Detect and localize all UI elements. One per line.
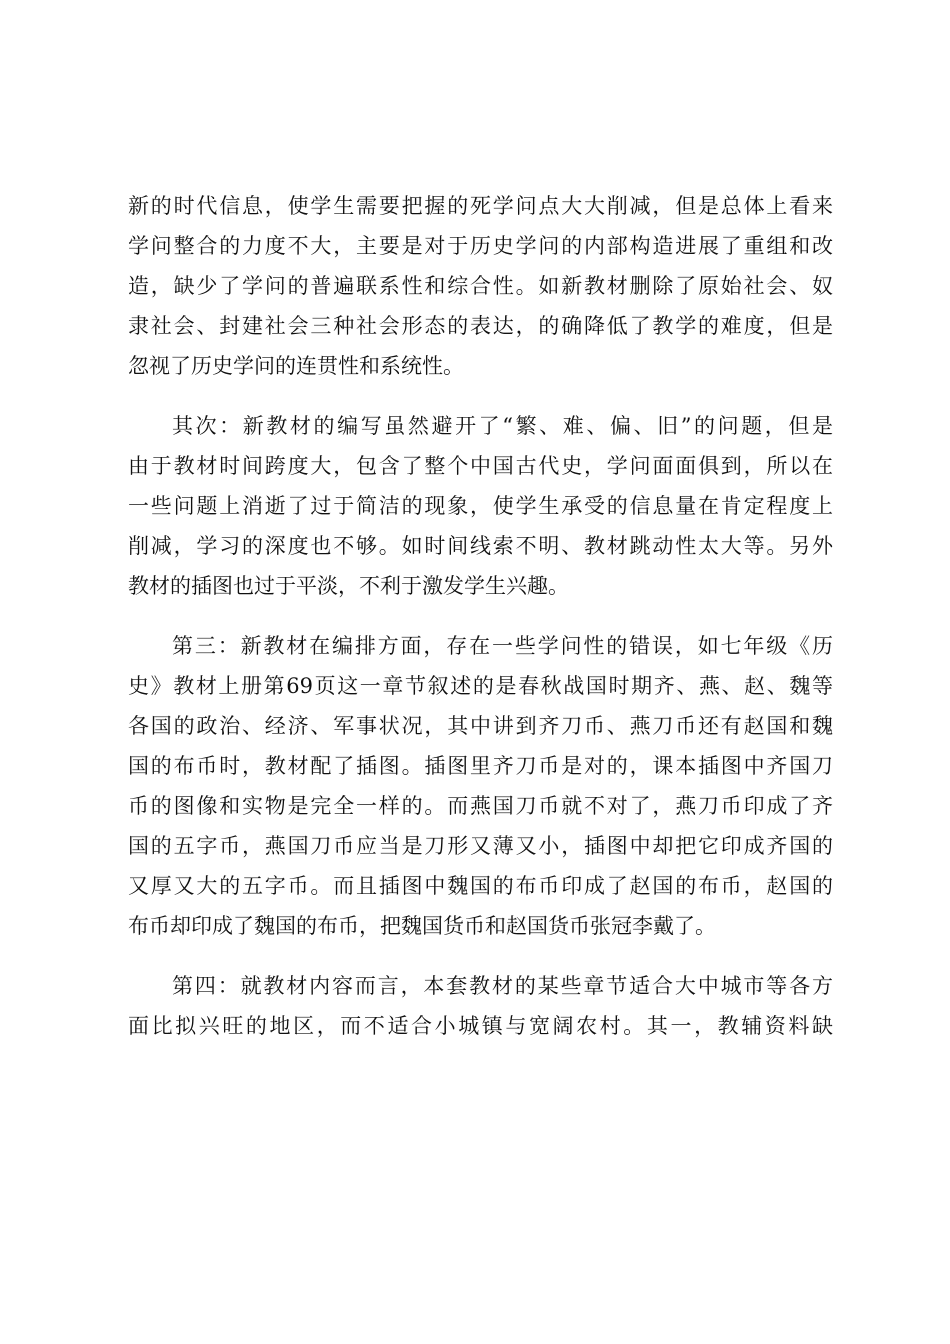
paragraph-4 (128, 966, 833, 1046)
body-text (128, 186, 833, 1066)
text-line: 其次：新教材的编写虽然避开了“繁、难、偏、旧”的问题，但是 (172, 414, 833, 438)
text-line: 又厚又大的五字币。而且插图中魏国的布币印成了赵国的布币，赵国的 (128, 874, 833, 898)
text-line: 隶社会、封建社会三种社会形态的表达，的确降低了教学的难度，但是 (128, 314, 833, 338)
paragraph-3 (128, 626, 833, 946)
text-line: 忽视了历史学问的连贯性和系统性。 (128, 354, 464, 378)
text-line: 学问整合的力度不大，主要是对于历史学问的内部构造进展了重组和改 (128, 234, 833, 258)
text-line: 新的时代信息，使学生需要把握的死学问点大大削减，但是总体上看来 (128, 194, 833, 218)
text-line: 各国的政治、经济、军事状况，其中讲到齐刀币、燕刀币还有赵国和魏 (128, 714, 833, 738)
text-line: 由于教材时间跨度大，包含了整个中国古代史，学问面面俱到，所以在 (128, 454, 833, 478)
text-line: 面比拟兴旺的地区，而不适合小城镇与宽阔农村。其一，教辅资料缺 (128, 1014, 833, 1038)
text-line: 国的五字币，燕国刀币应当是刀形又薄又小，插图中却把它印成齐国的 (128, 834, 833, 858)
text-line: 教材的插图也过于平淡，不利于激发学生兴趣。 (128, 574, 569, 598)
text-line: 史》教材上册第69页这一章节叙述的是春秋战国时期齐、燕、赵、魏等 (128, 674, 833, 698)
text-line: 布币却印成了魏国的布币，把魏国货币和赵国货币张冠李戴了。 (128, 914, 716, 938)
paragraph-1 (128, 186, 833, 386)
text-line: 第四：就教材内容而言，本套教材的某些章节适合大中城市等各方 (172, 974, 833, 998)
text-line: 造，缺少了学问的普遍联系性和综合性。如新教材删除了原始社会、奴 (128, 274, 833, 298)
text-line: 币的图像和实物是完全一样的。而燕国刀币就不对了，燕刀币印成了齐 (128, 794, 833, 818)
text-line: 削减，学习的深度也不够。如时间线索不明、教材跳动性太大等。另外 (128, 534, 833, 558)
paragraph-2 (128, 406, 833, 606)
text-line: 第三：新教材在编排方面，存在一些学问性的错误，如七年级《历 (172, 634, 833, 658)
text-line: 国的布币时，教材配了插图。插图里齐刀币是对的，课本插图中齐国刀 (128, 754, 833, 778)
text-line: 一些问题上消逝了过于简洁的现象，使学生承受的信息量在肯定程度上 (128, 494, 833, 518)
